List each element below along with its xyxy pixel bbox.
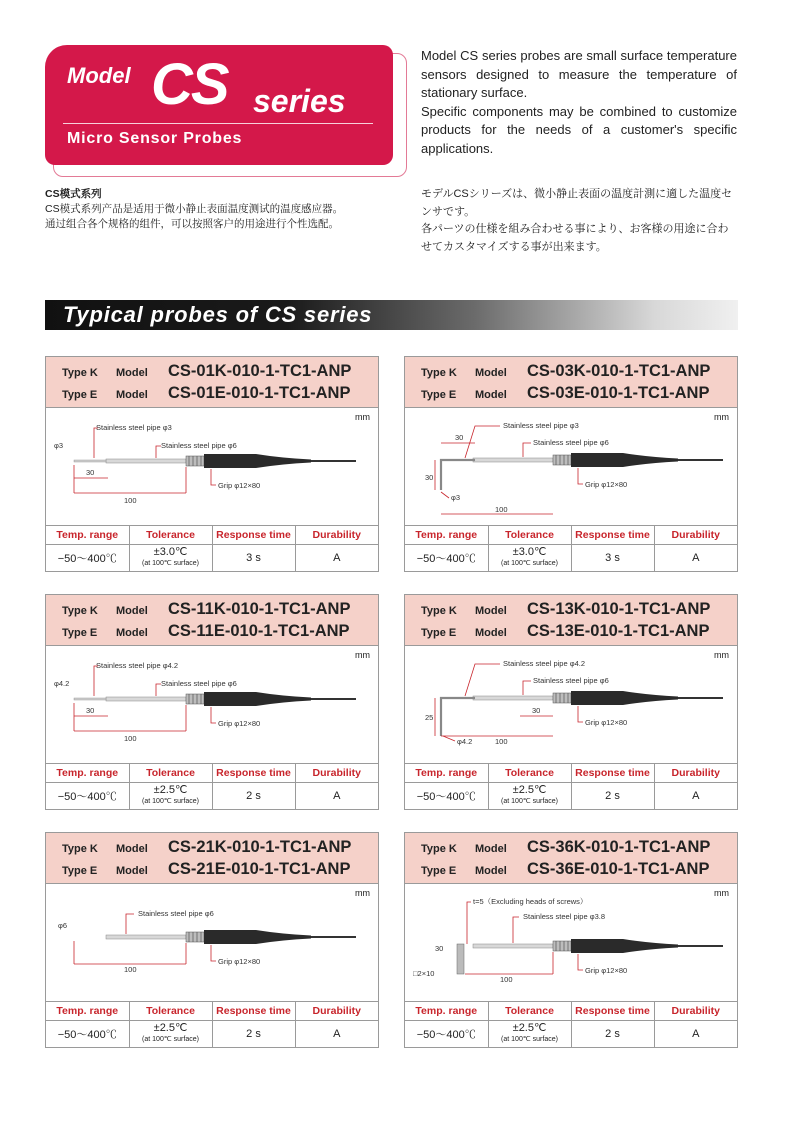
col-response-time: Response time (571, 526, 654, 545)
pipe-label-2: Stainless steel pipe φ6 (161, 679, 237, 688)
temp-range-value: −50〜400℃ (405, 1021, 488, 1048)
title-cs: CS (151, 52, 228, 117)
tolerance-value: ±3.0℃ (153, 546, 188, 558)
durability-value: A (333, 1028, 341, 1040)
type-e-label: Type E (62, 389, 98, 401)
dim-100: 100 (500, 975, 513, 984)
temp-range-value: −50〜400℃ (46, 545, 129, 572)
probe-card (404, 594, 738, 810)
type-k-label: Type K (62, 605, 98, 617)
tolerance-cell (129, 545, 212, 572)
dim-25: 25 (425, 713, 434, 722)
pipe-shape (106, 935, 186, 939)
col-durability: Durability (295, 764, 378, 783)
pipe-shape (473, 458, 553, 462)
probe-card (45, 594, 379, 810)
intro-en-paragraph: Specific components may be combined to customize products for the needs of a customer's specific applications. (421, 103, 737, 156)
dim-30: 30 (435, 944, 444, 953)
model-code-e: CS-01E-010-1-TC1-ANP (168, 384, 351, 402)
col-tolerance: Tolerance (129, 764, 212, 783)
tolerance-cell (488, 783, 571, 810)
dim-30-v: 30 (425, 473, 434, 482)
pipe-label-2: Stainless steel pipe φ6 (533, 438, 609, 447)
tolerance-note: (at 100℃ surface) (142, 560, 199, 567)
col-tolerance: Tolerance (488, 526, 571, 545)
probe-diagram (405, 884, 737, 1002)
durability-value: A (692, 1028, 700, 1040)
pipe-label-2: Stainless steel pipe φ6 (161, 441, 237, 450)
intro-en-paragraph: Model CS series probes are small surface temperature sensors designed to measure the temperature of stationary surface. (421, 48, 737, 101)
dim-100: 100 (495, 505, 508, 514)
model-code-k: CS-36K-010-1-TC1-ANP (527, 838, 711, 856)
intro-cn-heading: CS模式系列 (45, 188, 102, 200)
model-label: Model (475, 843, 507, 855)
col-temp-range: Temp. range (46, 764, 129, 783)
probe-diagram-svg (405, 408, 737, 525)
probe-diagram-svg (405, 884, 737, 1001)
response-time-value: 3 s (212, 545, 295, 572)
grip-label: Grip φ12×80 (218, 957, 261, 966)
model-label: Model (116, 843, 148, 855)
type-k-label: Type K (62, 367, 98, 379)
type-e-label: Type E (62, 627, 98, 639)
probe-diagram (46, 408, 378, 526)
col-durability: Durability (295, 1002, 378, 1021)
spec-table (405, 1002, 737, 1047)
model-code-e: CS-11E-010-1-TC1-ANP (168, 622, 350, 640)
probe-diagram-svg (405, 646, 737, 763)
intro-cn-line: CS模式系列产品是适用于微小静止表面温度测试的温度感应器。 (45, 203, 344, 215)
response-time-value: 2 s (212, 783, 295, 810)
temp-range-value: −50〜400℃ (46, 1021, 129, 1048)
title-model: Model (67, 63, 131, 88)
pipe-label-1: Stainless steel pipe φ4.2 (503, 659, 585, 668)
col-temp-range: Temp. range (46, 1002, 129, 1021)
pipe-label-1: Stainless steel pipe φ3 (96, 423, 172, 432)
tolerance-cell (129, 1021, 212, 1048)
section-header-band (45, 300, 738, 330)
model-code-k: CS-11K-010-1-TC1-ANP (168, 600, 351, 618)
spec-table (46, 526, 378, 571)
intro-jp-paragraph: モデルCSシリーズは、微小静止表面の温度計測に適した温度センサです。 (421, 188, 733, 218)
durability-value: A (333, 790, 341, 802)
temp-range-value: −50〜400℃ (405, 783, 488, 810)
col-temp-range: Temp. range (405, 764, 488, 783)
model-label: Model (116, 627, 148, 639)
probe-drawing (58, 909, 356, 974)
model-code-e: CS-36E-010-1-TC1-ANP (527, 860, 710, 878)
probe-diagram-svg (46, 884, 378, 1001)
probe-card-header (405, 595, 737, 646)
probe-diagram (46, 884, 378, 1002)
dim-100: 100 (124, 496, 137, 505)
type-e-label: Type E (421, 627, 457, 639)
intro-english (421, 47, 737, 159)
title-series: series (253, 83, 346, 119)
model-label: Model (116, 865, 148, 877)
col-tolerance: Tolerance (488, 764, 571, 783)
pipe-label: Stainless steel pipe φ3.8 (523, 912, 605, 921)
title-banner (45, 45, 405, 175)
diameter-label: φ4.2 (54, 679, 70, 688)
unit-label: mm (714, 412, 729, 422)
plate-size-label: □2×10 (413, 969, 435, 978)
tolerance-note: (at 100℃ surface) (142, 798, 199, 805)
model-label: Model (475, 605, 507, 617)
spec-table (405, 526, 737, 571)
col-temp-range: Temp. range (405, 1002, 488, 1021)
type-e-label: Type E (62, 865, 98, 877)
type-k-label: Type K (421, 843, 457, 855)
intro-cn-line: 通过组合各个规格的组件，可以按照客户的用途进行个性选配。 (45, 218, 339, 230)
spec-table (46, 1002, 378, 1047)
title-banner-card (45, 45, 393, 165)
probe-drawing (413, 897, 723, 984)
probe-drawing (425, 659, 723, 746)
probe-card (404, 356, 738, 572)
grip-label: Grip φ12×80 (218, 719, 261, 728)
pipe-label: Stainless steel pipe φ6 (138, 909, 214, 918)
grip-label: Grip φ12×80 (585, 480, 628, 489)
temp-range-value: −50〜400℃ (405, 545, 488, 572)
type-k-label: Type K (421, 367, 457, 379)
dim-100: 100 (124, 734, 137, 743)
diameter-label: φ3 (451, 493, 461, 502)
probe-card (45, 832, 379, 1048)
model-label: Model (475, 627, 507, 639)
diameter-label: φ3 (54, 441, 64, 450)
col-temp-range: Temp. range (46, 526, 129, 545)
type-k-label: Type K (62, 843, 98, 855)
probe-card-header (46, 833, 378, 884)
tolerance-cell (488, 1021, 571, 1048)
grip-shape (204, 454, 311, 468)
unit-label: mm (714, 888, 729, 898)
probe-card (45, 356, 379, 572)
dim-100: 100 (495, 737, 508, 746)
grip-label: Grip φ12×80 (585, 718, 628, 727)
model-code-e: CS-21E-010-1-TC1-ANP (168, 860, 351, 878)
model-label: Model (116, 367, 148, 379)
temp-range-value: −50〜400℃ (46, 783, 129, 810)
section-title: Typical probes of CS series (63, 302, 373, 327)
probe-diagram-svg (46, 646, 378, 763)
intro-chinese (45, 187, 405, 232)
col-temp-range: Temp. range (405, 526, 488, 545)
durability-value: A (333, 552, 341, 564)
durability-value: A (692, 790, 700, 802)
spec-table (46, 764, 378, 809)
probe-card-header (46, 357, 378, 408)
pipe-shape (106, 459, 186, 463)
model-code-e: CS-03E-010-1-TC1-ANP (527, 384, 710, 402)
model-label: Model (475, 367, 507, 379)
tolerance-cell (488, 545, 571, 572)
col-durability: Durability (295, 526, 378, 545)
tolerance-note: (at 100℃ surface) (501, 1036, 558, 1043)
col-tolerance: Tolerance (129, 1002, 212, 1021)
type-e-label: Type E (421, 865, 457, 877)
unit-label: mm (355, 650, 370, 660)
pipe-label-1: Stainless steel pipe φ3 (503, 421, 579, 430)
type-k-label: Type K (421, 605, 457, 617)
title-subtitle: Micro Sensor Probes (67, 130, 243, 147)
pipe-shape (473, 696, 553, 700)
col-response-time: Response time (212, 764, 295, 783)
unit-label: mm (355, 412, 370, 422)
grip-label: Grip φ12×80 (585, 966, 628, 975)
pipe-shape (473, 944, 553, 948)
model-label: Model (475, 865, 507, 877)
grip-shape (204, 692, 311, 706)
probe-diagram-svg (46, 408, 378, 525)
grip-shape (571, 691, 678, 705)
probe-drawing (54, 661, 356, 743)
probe-diagram (46, 646, 378, 764)
tolerance-note: (at 100℃ surface) (501, 560, 558, 567)
model-code-k: CS-01K-010-1-TC1-ANP (168, 362, 352, 380)
model-code-k: CS-21K-010-1-TC1-ANP (168, 838, 352, 856)
title-divider (63, 123, 373, 124)
intro-japanese (421, 186, 739, 256)
dim-30-h: 30 (455, 433, 464, 442)
tolerance-note: (at 100℃ surface) (142, 1036, 199, 1043)
spec-table (405, 764, 737, 809)
response-time-value: 2 s (212, 1021, 295, 1048)
dim-30: 30 (532, 706, 541, 715)
diameter-label: φ6 (58, 921, 68, 930)
probe-card-header (405, 357, 737, 408)
grip-shape (571, 939, 678, 953)
dim-30: 30 (86, 706, 95, 715)
durability-value: A (692, 552, 700, 564)
tolerance-note: (at 100℃ surface) (501, 798, 558, 805)
plate-label: t=5（Excluding heads of screws） (473, 897, 588, 906)
response-time-value: 2 s (571, 783, 654, 810)
col-tolerance: Tolerance (488, 1002, 571, 1021)
probe-diagram (405, 646, 737, 764)
model-label: Model (116, 605, 148, 617)
model-label: Model (475, 389, 507, 401)
col-response-time: Response time (212, 1002, 295, 1021)
tolerance-value: ±2.5℃ (512, 784, 547, 796)
response-time-value: 2 s (571, 1021, 654, 1048)
probe-card-header (46, 595, 378, 646)
col-durability: Durability (654, 1002, 737, 1021)
probe-card-header (405, 833, 737, 884)
tolerance-value: ±2.5℃ (512, 1022, 547, 1034)
tolerance-value: ±3.0℃ (512, 546, 547, 558)
unit-label: mm (355, 888, 370, 898)
type-e-label: Type E (421, 389, 457, 401)
unit-label: mm (714, 650, 729, 660)
grip-shape (571, 453, 678, 467)
col-durability: Durability (654, 526, 737, 545)
grip-shape (204, 930, 311, 944)
pipe-shape (106, 697, 186, 701)
col-response-time: Response time (571, 1002, 654, 1021)
model-code-k: CS-03K-010-1-TC1-ANP (527, 362, 711, 380)
col-tolerance: Tolerance (129, 526, 212, 545)
tolerance-cell (129, 783, 212, 810)
response-time-value: 3 s (571, 545, 654, 572)
diameter-label: φ4.2 (457, 737, 473, 746)
dim-30: 30 (86, 468, 95, 477)
pipe-label-1: Stainless steel pipe φ4.2 (96, 661, 178, 670)
intro-jp-paragraph: 各パーツの仕様を組み合わせる事により、お客様の用途に合わせてカスタマイズする事が出来ます。 (421, 223, 729, 253)
pipe-label-2: Stainless steel pipe φ6 (533, 676, 609, 685)
col-response-time: Response time (571, 764, 654, 783)
probe-diagram (405, 408, 737, 526)
probe-drawing (54, 423, 356, 505)
probe-card (404, 832, 738, 1048)
model-code-e: CS-13E-010-1-TC1-ANP (527, 622, 710, 640)
probe-drawing (425, 421, 723, 514)
model-code-k: CS-13K-010-1-TC1-ANP (527, 600, 711, 618)
tolerance-value: ±2.5℃ (153, 1022, 188, 1034)
model-label: Model (116, 389, 148, 401)
grip-label: Grip φ12×80 (218, 481, 261, 490)
col-response-time: Response time (212, 526, 295, 545)
tolerance-value: ±2.5℃ (153, 784, 188, 796)
col-durability: Durability (654, 764, 737, 783)
dim-100: 100 (124, 965, 137, 974)
